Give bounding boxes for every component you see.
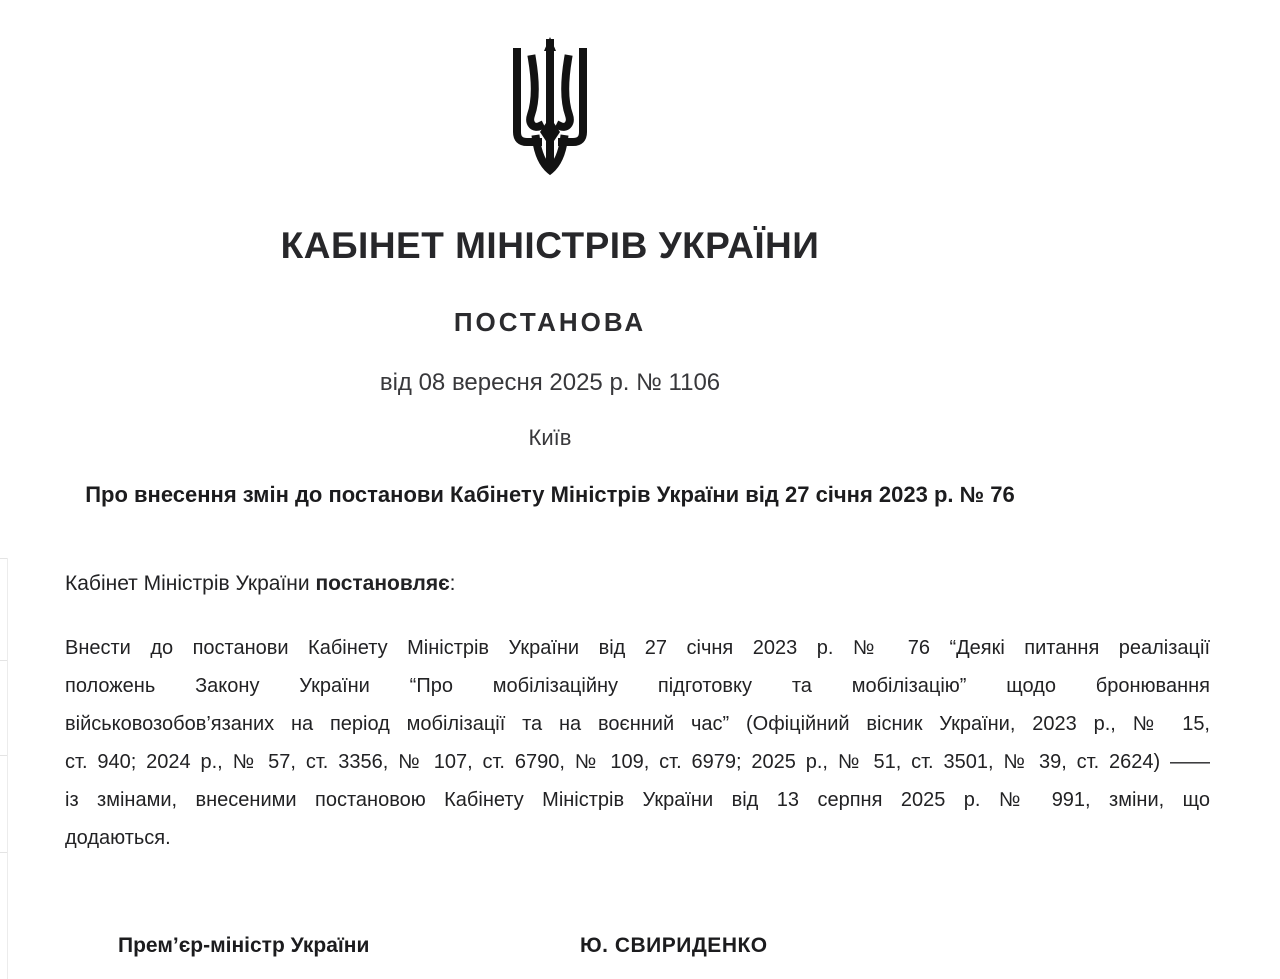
paragraph-line: положень Закону України “Про мобілізаційну підготовку та мобілізацію” щодо бронювання [65, 675, 1210, 697]
preamble-line [65, 569, 1210, 599]
edge-tick [0, 755, 7, 756]
decree-paragraph [65, 629, 1210, 857]
preamble-colon: : [449, 572, 456, 595]
ukraine-trident-coat-of-arms-icon [504, 35, 596, 177]
edge-tick [0, 558, 7, 559]
org-name-heading: КАБІНЕТ МІНІСТРІВ УКРАЇНИ [280, 225, 820, 266]
decree-title: Про внесення змін до постанови Кабінету Міністрів України від 27 січня 2023 р. № 76 [85, 482, 1015, 507]
decree-date-number: від 08 вересня 2025 р. № 1106 [379, 369, 721, 396]
edge-vertical-line [7, 558, 8, 979]
paragraph-line: Внести до постанови Кабінету Міністрів України від 27 січня 2023 р. № 76 “Деякі питання реалізації [65, 637, 1210, 659]
city-line: Київ [528, 425, 572, 450]
signature-position-title: Прем’єр-міністр України [118, 934, 370, 957]
paragraph-line: із змінами, внесеними постановою Кабінету Міністрів України від 13 серпня 2025 р. № 991, зміни, що [65, 789, 1210, 811]
document-body [65, 569, 1210, 961]
edge-tick [0, 660, 7, 661]
document-header [0, 0, 1100, 509]
paragraph-line: додаються. [65, 827, 171, 849]
preamble-text: Кабінет Міністрів України [65, 572, 316, 595]
edge-tick [0, 852, 7, 853]
signature-row [65, 931, 1210, 961]
preamble-verb-bold: постановляє [315, 572, 450, 595]
doc-type-heading: ПОСТАНОВА [453, 307, 647, 337]
paragraph-line: військовозобов’язаних на період мобілізації та на воєнний час” (Офіційний вісник України, 2023 р., № 15, [65, 713, 1210, 735]
signature-name: Ю. СВИРИДЕНКО [580, 934, 768, 957]
paragraph-line: ст. 940; 2024 р., № 57, ст. 3356, № 107, ст. 6790, № 109, ст. 6979; 2025 р., № 51, ст. 3501, № 39, ст. 2624) —— [65, 751, 1210, 773]
